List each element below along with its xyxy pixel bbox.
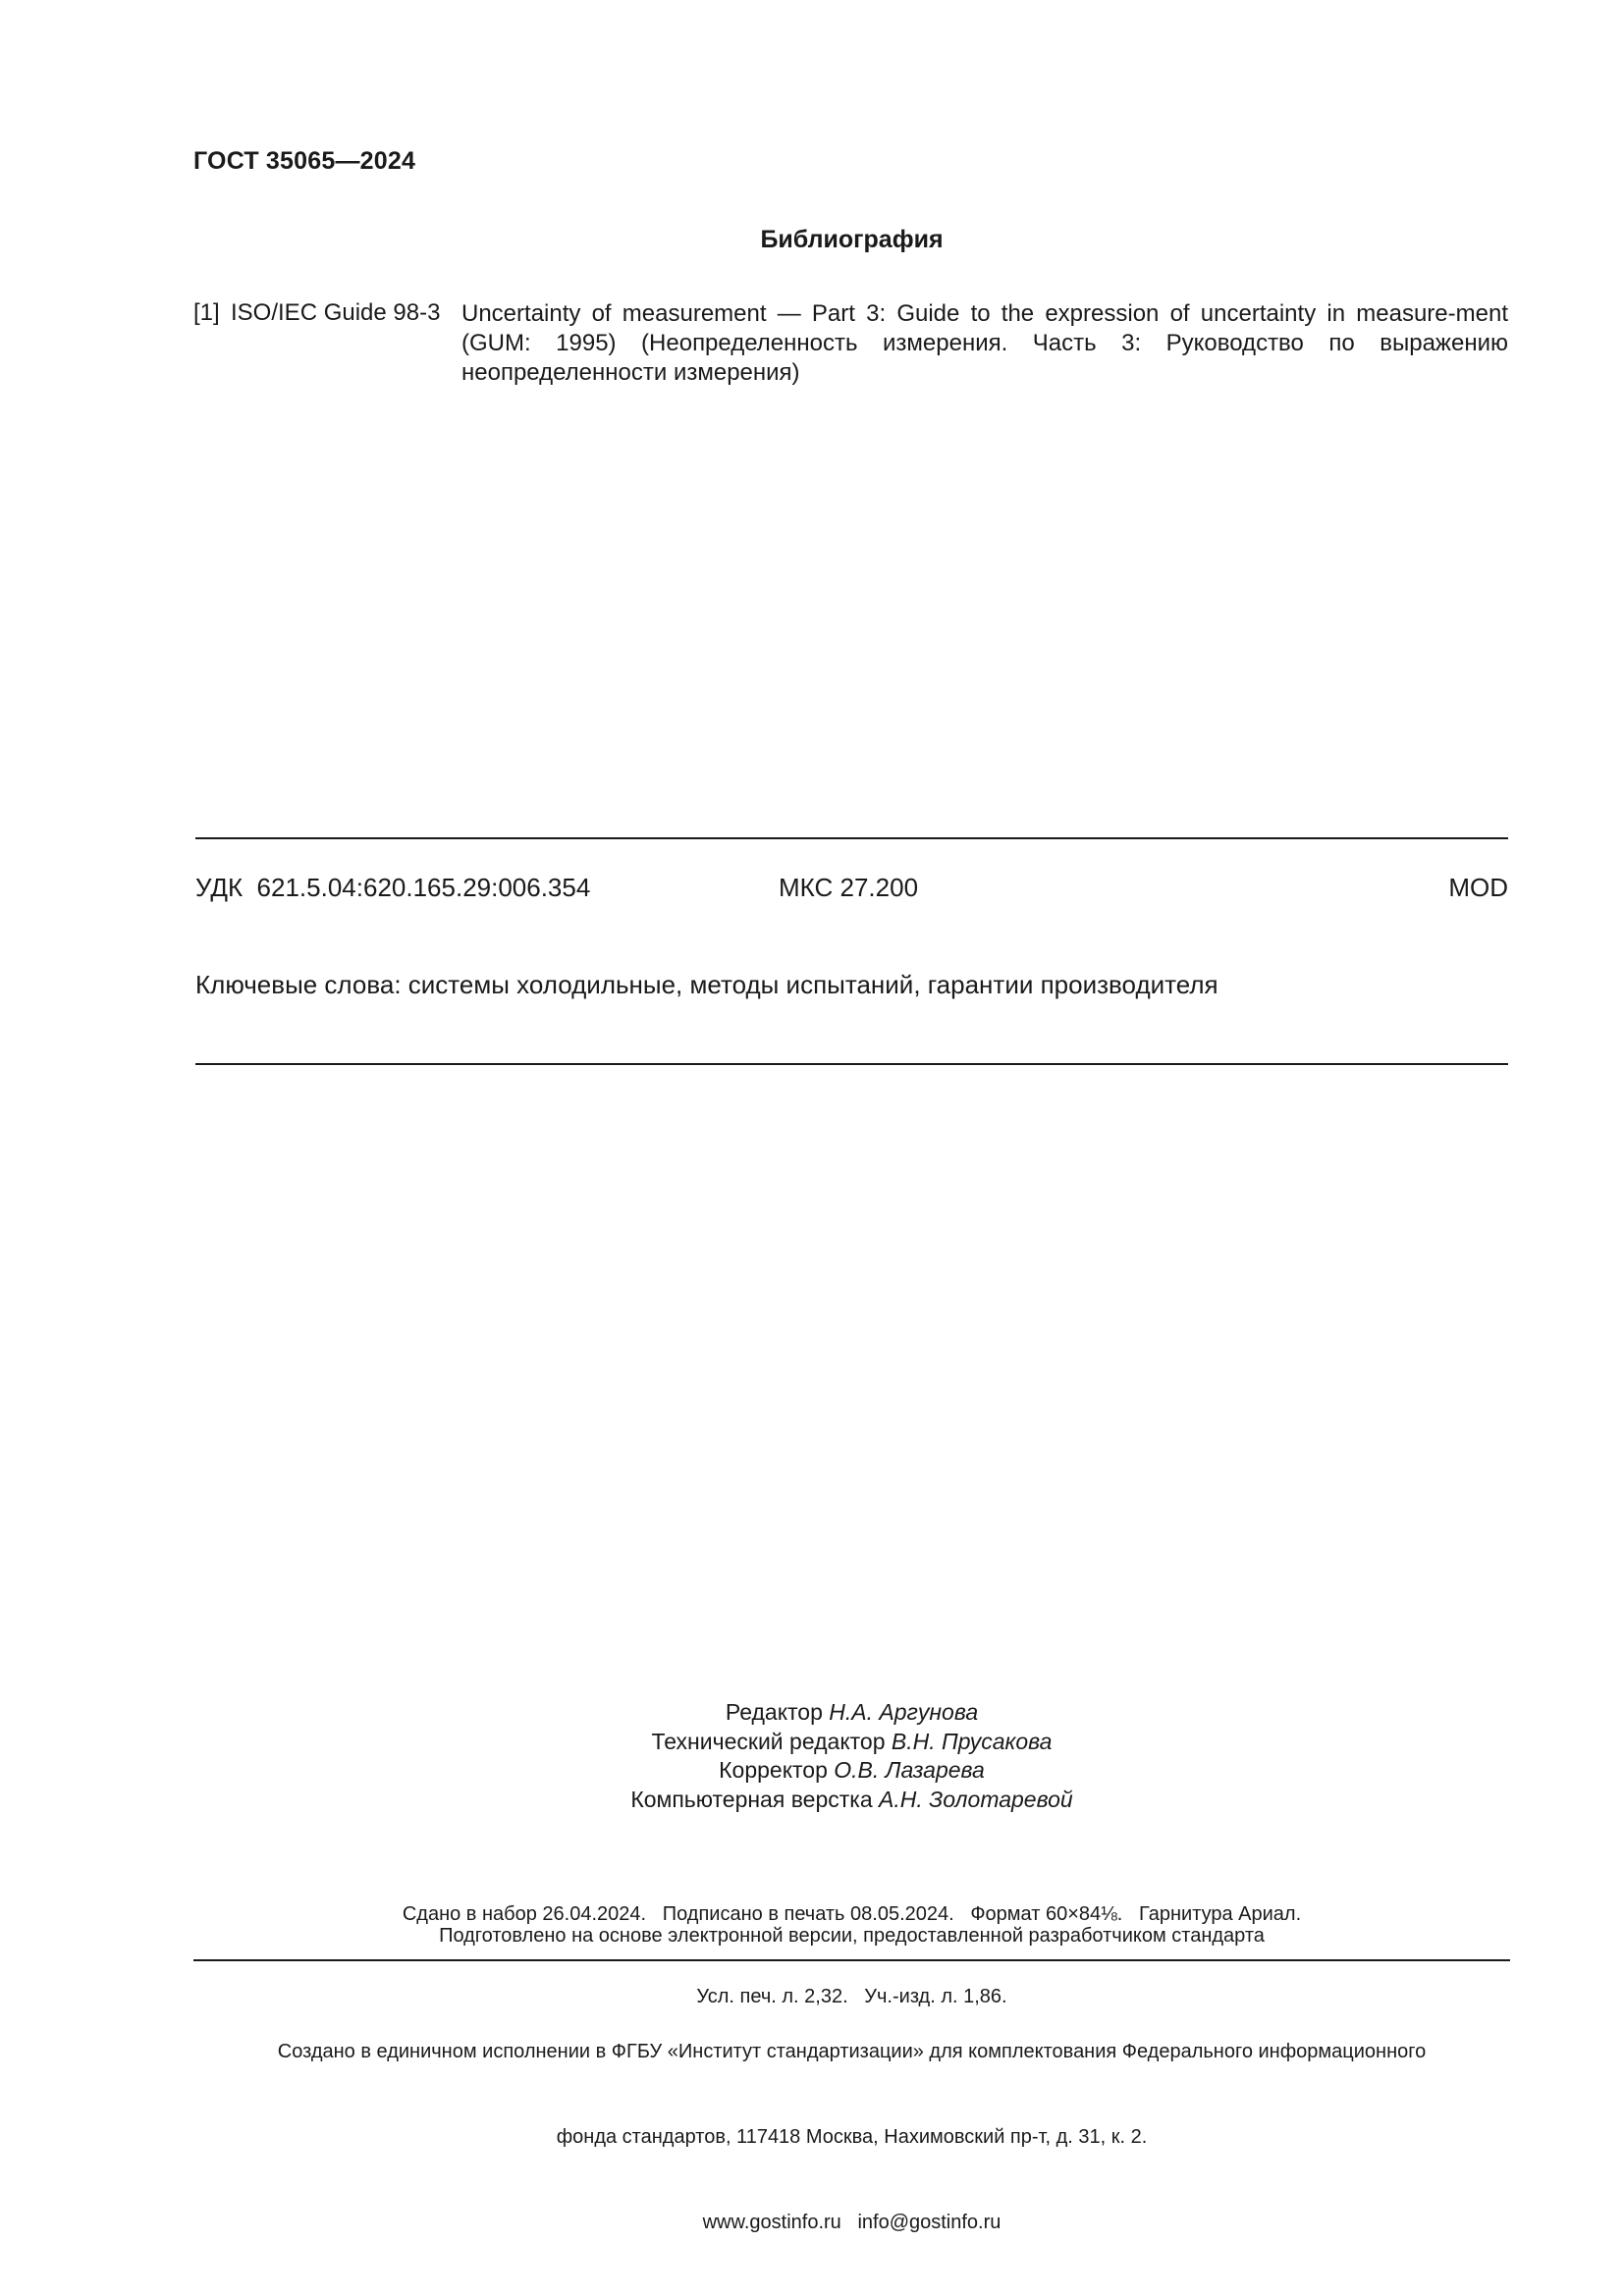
bibliography-entry-text: Uncertainty of measurement — Part 3: Guide to the expression of uncertainty in measure-ment (GUM: 1995) (Неопределенность измерения. Часть 3: Руководство по выражению неопределенности измерения) bbox=[461, 300, 1508, 386]
divider-top bbox=[195, 837, 1508, 839]
publisher-line2: фонда стандартов, 117418 Москва, Нахимовский пр-т, д. 31, к. 2. bbox=[556, 2126, 1148, 2148]
credits-block bbox=[0, 1698, 1624, 1814]
publisher-line1: Создано в единичном исполнении в ФГБУ «Институт стандартизации» для комплектования Федерального информационного bbox=[277, 2041, 1427, 2062]
divider-bottom bbox=[195, 1063, 1508, 1065]
print-info-line2: Усл. печ. л. 2,32. Уч.-изд. л. 1,86. bbox=[696, 1986, 1007, 2007]
udk-code: УДК 621.5.04:620.165.29:006.354 bbox=[195, 873, 591, 902]
print-info-line1: Сдано в набор 26.04.2024. Подписано в печать 08.05.2024. Формат 60×84⅛. Гарнитура Ариал. bbox=[402, 1903, 1302, 1925]
bibliography-title: Библиография bbox=[760, 226, 944, 253]
credit-proofreader: Корректор О.В. Лазарева bbox=[719, 1757, 985, 1783]
bibliography-entry-id: ISO/IEC Guide 98-3 bbox=[231, 299, 441, 326]
divider-footer bbox=[193, 1959, 1510, 1961]
mod-label: MOD bbox=[1448, 873, 1508, 902]
prepared-note: Подготовлено на основе электронной версии, предоставленной разработчиком стандарта bbox=[439, 1925, 1265, 1947]
publisher-contacts: www.gostinfo.ru info@gostinfo.ru bbox=[702, 2212, 1001, 2233]
mks-code: МКС 27.200 bbox=[779, 873, 919, 902]
document-code: ГОСТ 35065—2024 bbox=[193, 147, 416, 175]
bibliography-entry-number: [1] bbox=[193, 299, 220, 326]
publisher-block bbox=[0, 1981, 1624, 2266]
credit-editor: Редактор Н.А. Аргунова bbox=[725, 1699, 979, 1725]
credit-technical-editor: Технический редактор В.Н. Прусакова bbox=[651, 1728, 1053, 1754]
keywords-line: Ключевые слова: системы холодильные, методы испытаний, гарантии производителя bbox=[195, 970, 1218, 999]
credit-layout: Компьютерная верстка А.Н. Золотаревой bbox=[630, 1786, 1073, 1812]
